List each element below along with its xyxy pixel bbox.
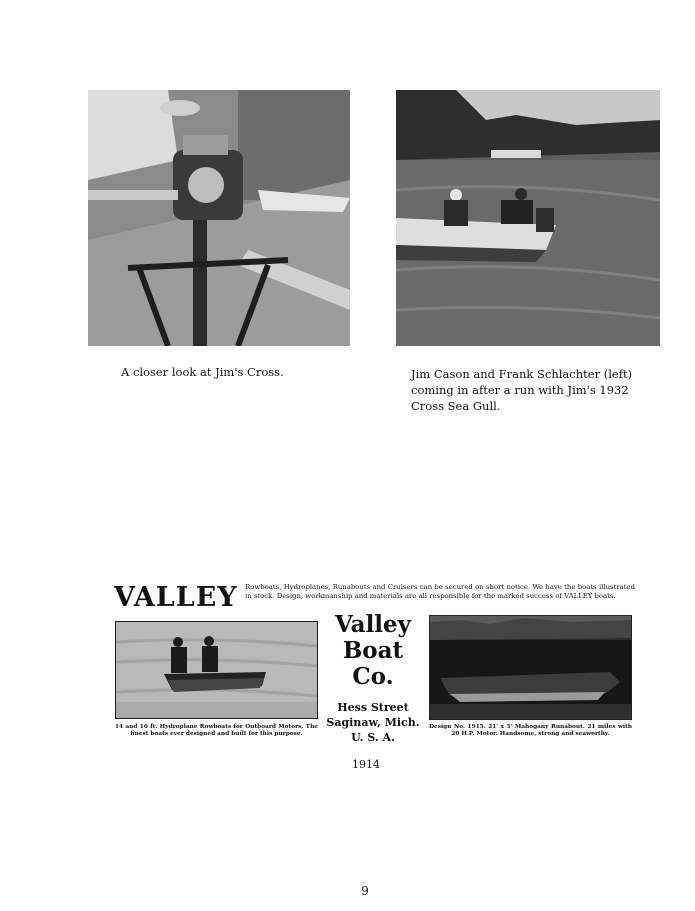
ad-address-line: Saginaw, Mich. bbox=[326, 716, 420, 729]
ad-address bbox=[324, 700, 422, 745]
advertisement-year: 1914 bbox=[352, 758, 380, 771]
ad-caption-left: 14 and 16 ft. Hydroplane Rowboats for Outboard Motors. The finest boats ever designed and built for this purpose. bbox=[115, 724, 318, 737]
ad-photo-rowboat bbox=[115, 621, 318, 719]
ad-photo-runabout bbox=[429, 615, 632, 720]
photo-boat-on-lake-image bbox=[396, 90, 660, 346]
photo-outboard-motor bbox=[88, 90, 350, 346]
ad-company-line: Boat bbox=[342, 637, 404, 664]
ad-company-name bbox=[324, 612, 422, 690]
ad-address-line: U. S. A. bbox=[351, 731, 395, 744]
ad-company-line: Valley bbox=[334, 611, 412, 638]
photo-boat-on-lake bbox=[396, 90, 660, 346]
ad-brand-title: VALLEY bbox=[114, 582, 238, 613]
photo-caption-left: A closer look at Jim's Cross. bbox=[121, 365, 284, 379]
ad-intro-text: Rowboats, Hydroplanes, Runabouts and Cruisers can be secured on short notice. We have the boats illustrated in stock. Design, workmanship and materials are all responsible for the marked success of VALLEY boats. bbox=[245, 583, 635, 600]
photo-caption-right: Jim Cason and Frank Schlachter (left) coming in after a run with Jim's 1932 Cross Sea Gull. bbox=[411, 367, 633, 413]
ad-caption-right: Design No. 1915. 21' x 5' Mahogany Runabout. 21 miles with 20 H.P. Motor. Handsome, strong and seaworthy. bbox=[429, 724, 632, 737]
ad-company-line: Co. bbox=[352, 663, 394, 690]
valley-boat-advertisement bbox=[112, 580, 637, 755]
ad-address-line: Hess Street bbox=[337, 701, 409, 714]
photo-outboard-motor-image bbox=[88, 90, 350, 346]
page-number: 9 bbox=[361, 884, 369, 898]
ad-photo-runabout-image bbox=[430, 616, 631, 719]
ad-photo-rowboat-image bbox=[116, 622, 317, 718]
